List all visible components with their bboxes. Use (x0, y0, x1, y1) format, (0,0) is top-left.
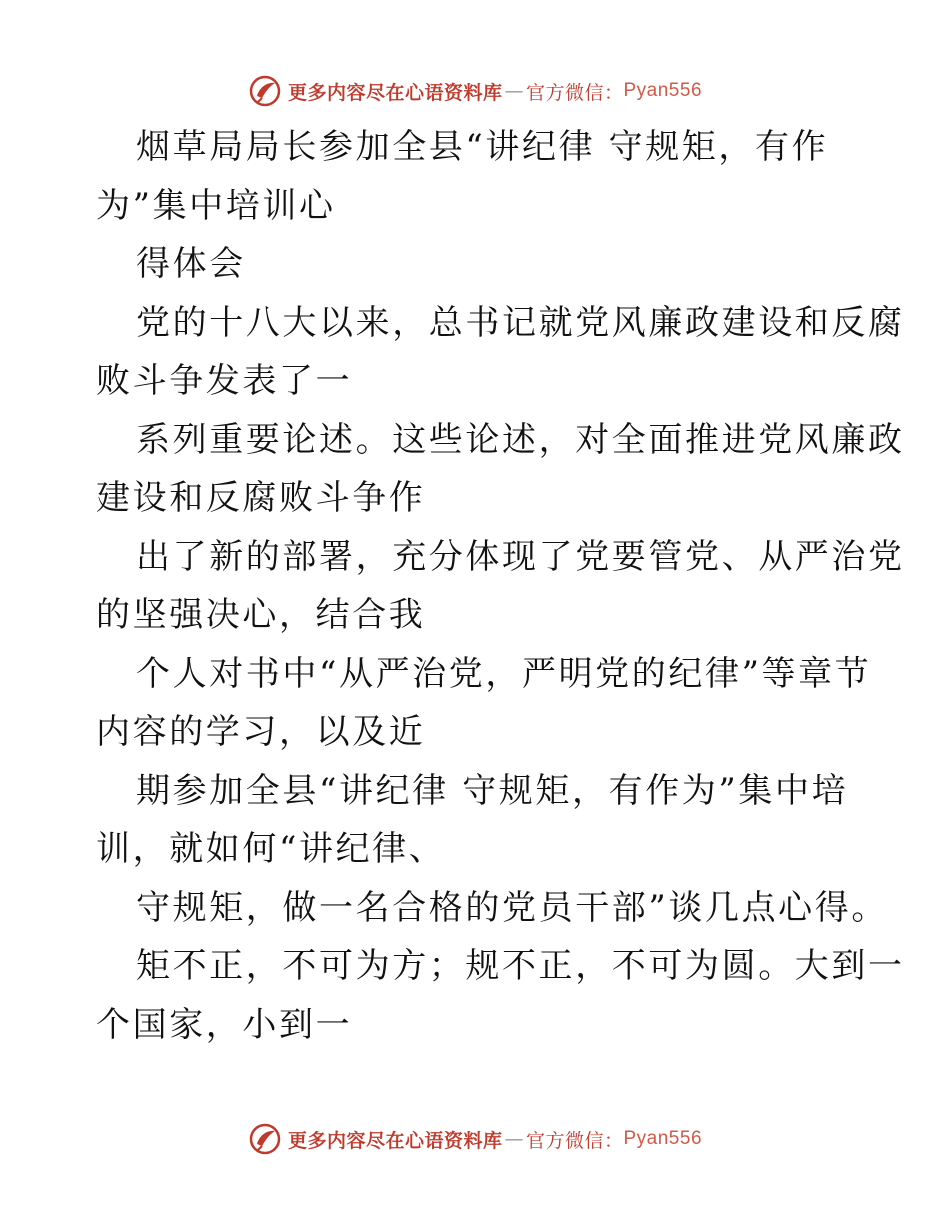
text-line: 败斗争发表了一 (96, 361, 353, 401)
text-line: 守规矩，做一名合格的党员干部”谈几点心得。 (136, 887, 888, 928)
text-line: 的坚强决心，结合我 (96, 595, 426, 635)
document-body (96, 118, 905, 1054)
text-line: 建设和反腐败斗争作 (96, 478, 426, 518)
banner-wechat-id: Pyan556 (623, 80, 703, 101)
banner-wechat-id: Pyan556 (623, 1128, 703, 1149)
text-line: 出了新的部署，充分体现了党要管党、从严治党 (136, 536, 905, 577)
logo-icon (248, 74, 282, 108)
text-line: 训，就如何“讲纪律、 (96, 829, 446, 869)
banner-lead: 更多内容尽在心语资料库 (287, 1129, 503, 1152)
text-line: 个国家，小到一 (96, 1004, 353, 1045)
footer-watermark (0, 1119, 950, 1159)
banner-lead: 更多内容尽在心语资料库 (287, 81, 503, 104)
text-line: 为”集中培训心 (96, 185, 336, 226)
text-line: 矩不正，不可为方；规不正，不可为圆。大到一 (136, 946, 905, 986)
text-line: 期参加全县“讲纪律 守规矩，有作为”集中培 (136, 770, 849, 811)
banner-dash: — (504, 80, 524, 102)
banner-label: 官方微信： (525, 1129, 624, 1152)
text-line: 得体会 (136, 244, 246, 284)
header-watermark (0, 71, 950, 111)
text-line: 烟草局局长参加全县“讲纪律 守规矩，有作 (136, 127, 829, 167)
text-line: 系列重要论述。这些论述，对全面推进党风廉政 (136, 419, 905, 460)
text-line: 内容的学习，以及近 (96, 712, 426, 752)
logo-icon (248, 1122, 282, 1156)
text-line: 个人对书中“从严治党，严明党的纪律”等章节 (136, 653, 872, 694)
text-line: 党的十八大以来，总书记就党风廉政建设和反腐 (136, 302, 905, 343)
banner-label: 官方微信： (525, 81, 624, 104)
banner-dash: — (504, 1128, 524, 1150)
